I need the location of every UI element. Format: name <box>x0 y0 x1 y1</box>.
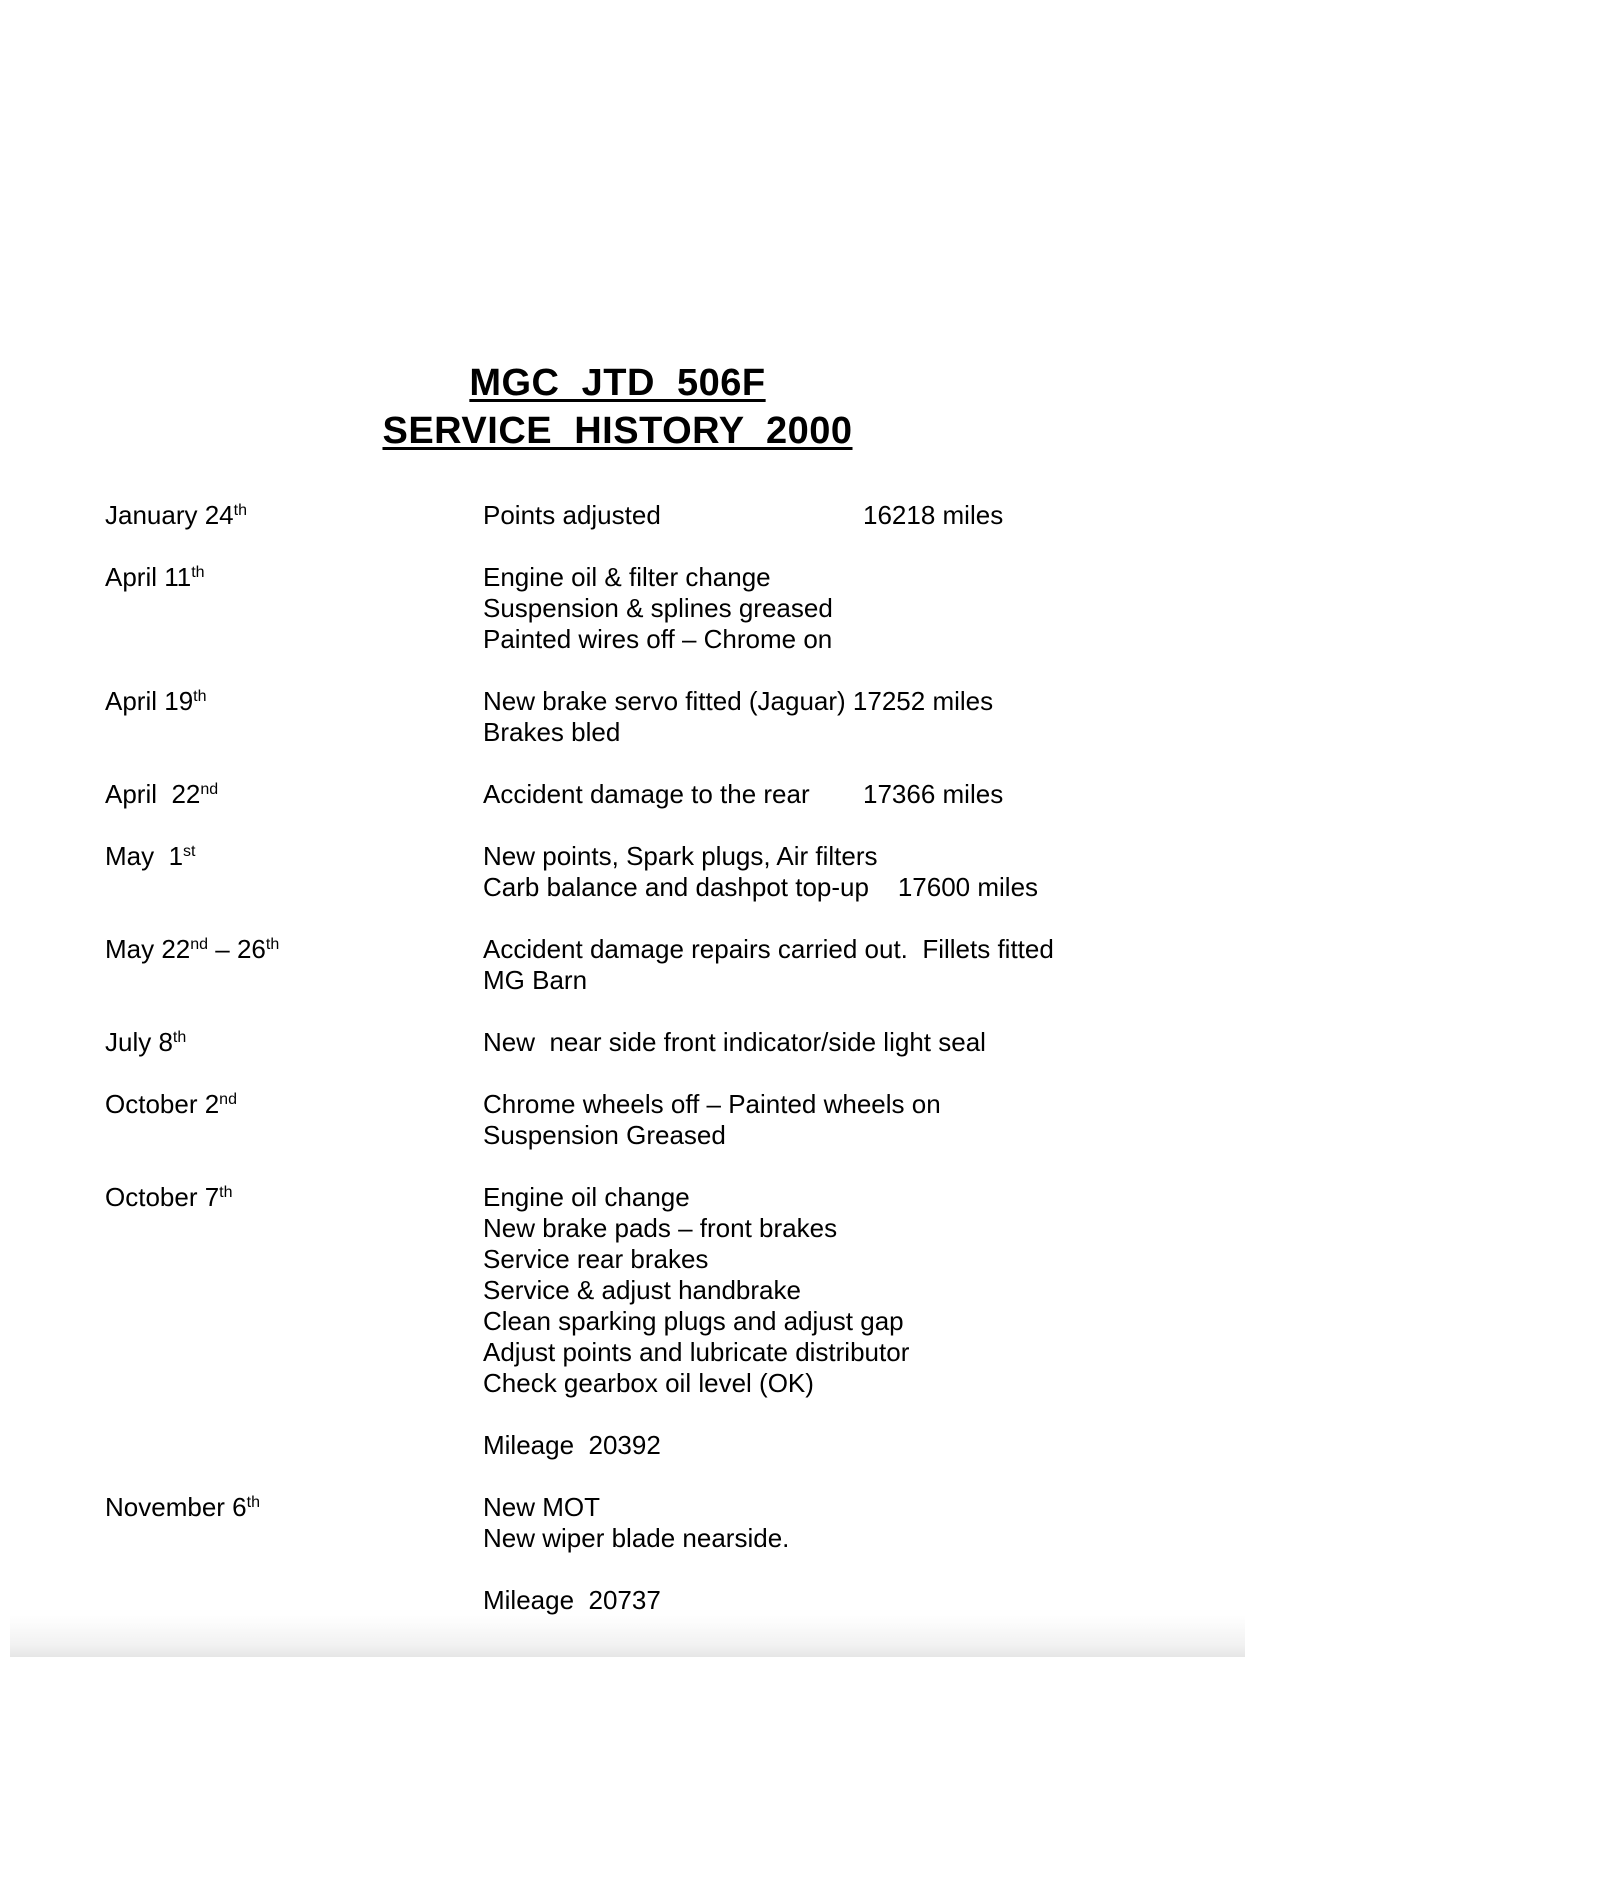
entry-date: May 22nd – 26th <box>105 934 280 964</box>
entry-mileage: 16218 miles <box>863 500 1004 530</box>
entry-line: Painted wires off – Chrome on <box>483 624 833 654</box>
entry-date: October 7th <box>105 1182 233 1212</box>
entry-date: November 6th <box>105 1492 260 1522</box>
entry-date: May 1st <box>105 841 196 871</box>
entry-line: New MOT <box>483 1492 600 1522</box>
entry-date: July 8th <box>105 1027 187 1057</box>
entry-date: January 24th <box>105 500 247 530</box>
spacer <box>483 1399 909 1430</box>
entry-line: Service rear brakes <box>483 1244 709 1274</box>
entry-line: Chrome wheels off – Painted wheels on <box>483 1089 941 1119</box>
entry-line: Check gearbox oil level (OK) <box>483 1368 814 1398</box>
entry-details <box>483 1182 909 1461</box>
entry-line: Engine oil change <box>483 1182 690 1212</box>
entry-details <box>483 1027 986 1058</box>
entry-line: Points adjusted 16218 miles <box>483 500 1004 530</box>
entry-details <box>483 934 1054 996</box>
document-page <box>10 0 1245 1655</box>
entry-details <box>483 500 1004 531</box>
entry-line: Service & adjust handbrake <box>483 1275 801 1305</box>
entry-line: New points, Spark plugs, Air filters <box>483 841 878 871</box>
entry-line: Accident damage repairs carried out. Fillets fitted <box>483 934 1054 964</box>
entry-line: New near side front indicator/side light seal <box>483 1027 986 1057</box>
document-title: MGC JTD 506F <box>469 362 766 404</box>
entry-details <box>483 686 993 748</box>
entry-details <box>483 1492 789 1616</box>
entry-date: April 22nd <box>105 779 219 809</box>
entry-mileage-total: Mileage 20392 <box>483 1430 661 1460</box>
entry-mileage-total: Mileage 20737 <box>483 1585 661 1615</box>
entry-line: Accident damage to the rear 17366 miles <box>483 779 1004 809</box>
entry-details <box>483 1089 941 1151</box>
entry-line: Engine oil & filter change <box>483 562 771 592</box>
entry-line: Clean sparking plugs and adjust gap <box>483 1306 904 1336</box>
entry-line: Brakes bled <box>483 717 621 747</box>
document-subtitle: SERVICE HISTORY 2000 <box>382 410 853 452</box>
entry-details <box>483 841 1038 903</box>
entry-mileage: 17366 miles <box>863 779 1004 809</box>
entry-line: New brake pads – front brakes <box>483 1213 838 1243</box>
entry-details <box>483 779 1004 810</box>
entry-details <box>483 562 833 655</box>
entry-date: April 11th <box>105 562 205 592</box>
entry-line: MG Barn <box>483 965 588 995</box>
page-edge-shadow <box>10 1615 1245 1657</box>
entry-date: April 19th <box>105 686 207 716</box>
spacer <box>483 1554 789 1585</box>
entry-line: Suspension Greased <box>483 1120 726 1150</box>
entry-line: New brake servo fitted (Jaguar) 17252 miles <box>483 686 994 716</box>
entry-line: Adjust points and lubricate distributor <box>483 1337 910 1367</box>
entry-line: New wiper blade nearside. <box>483 1523 790 1553</box>
entry-date: October 2nd <box>105 1089 237 1119</box>
entry-line: Suspension & splines greased <box>483 593 833 623</box>
entry-line: Carb balance and dashpot top-up 17600 miles <box>483 872 1039 902</box>
